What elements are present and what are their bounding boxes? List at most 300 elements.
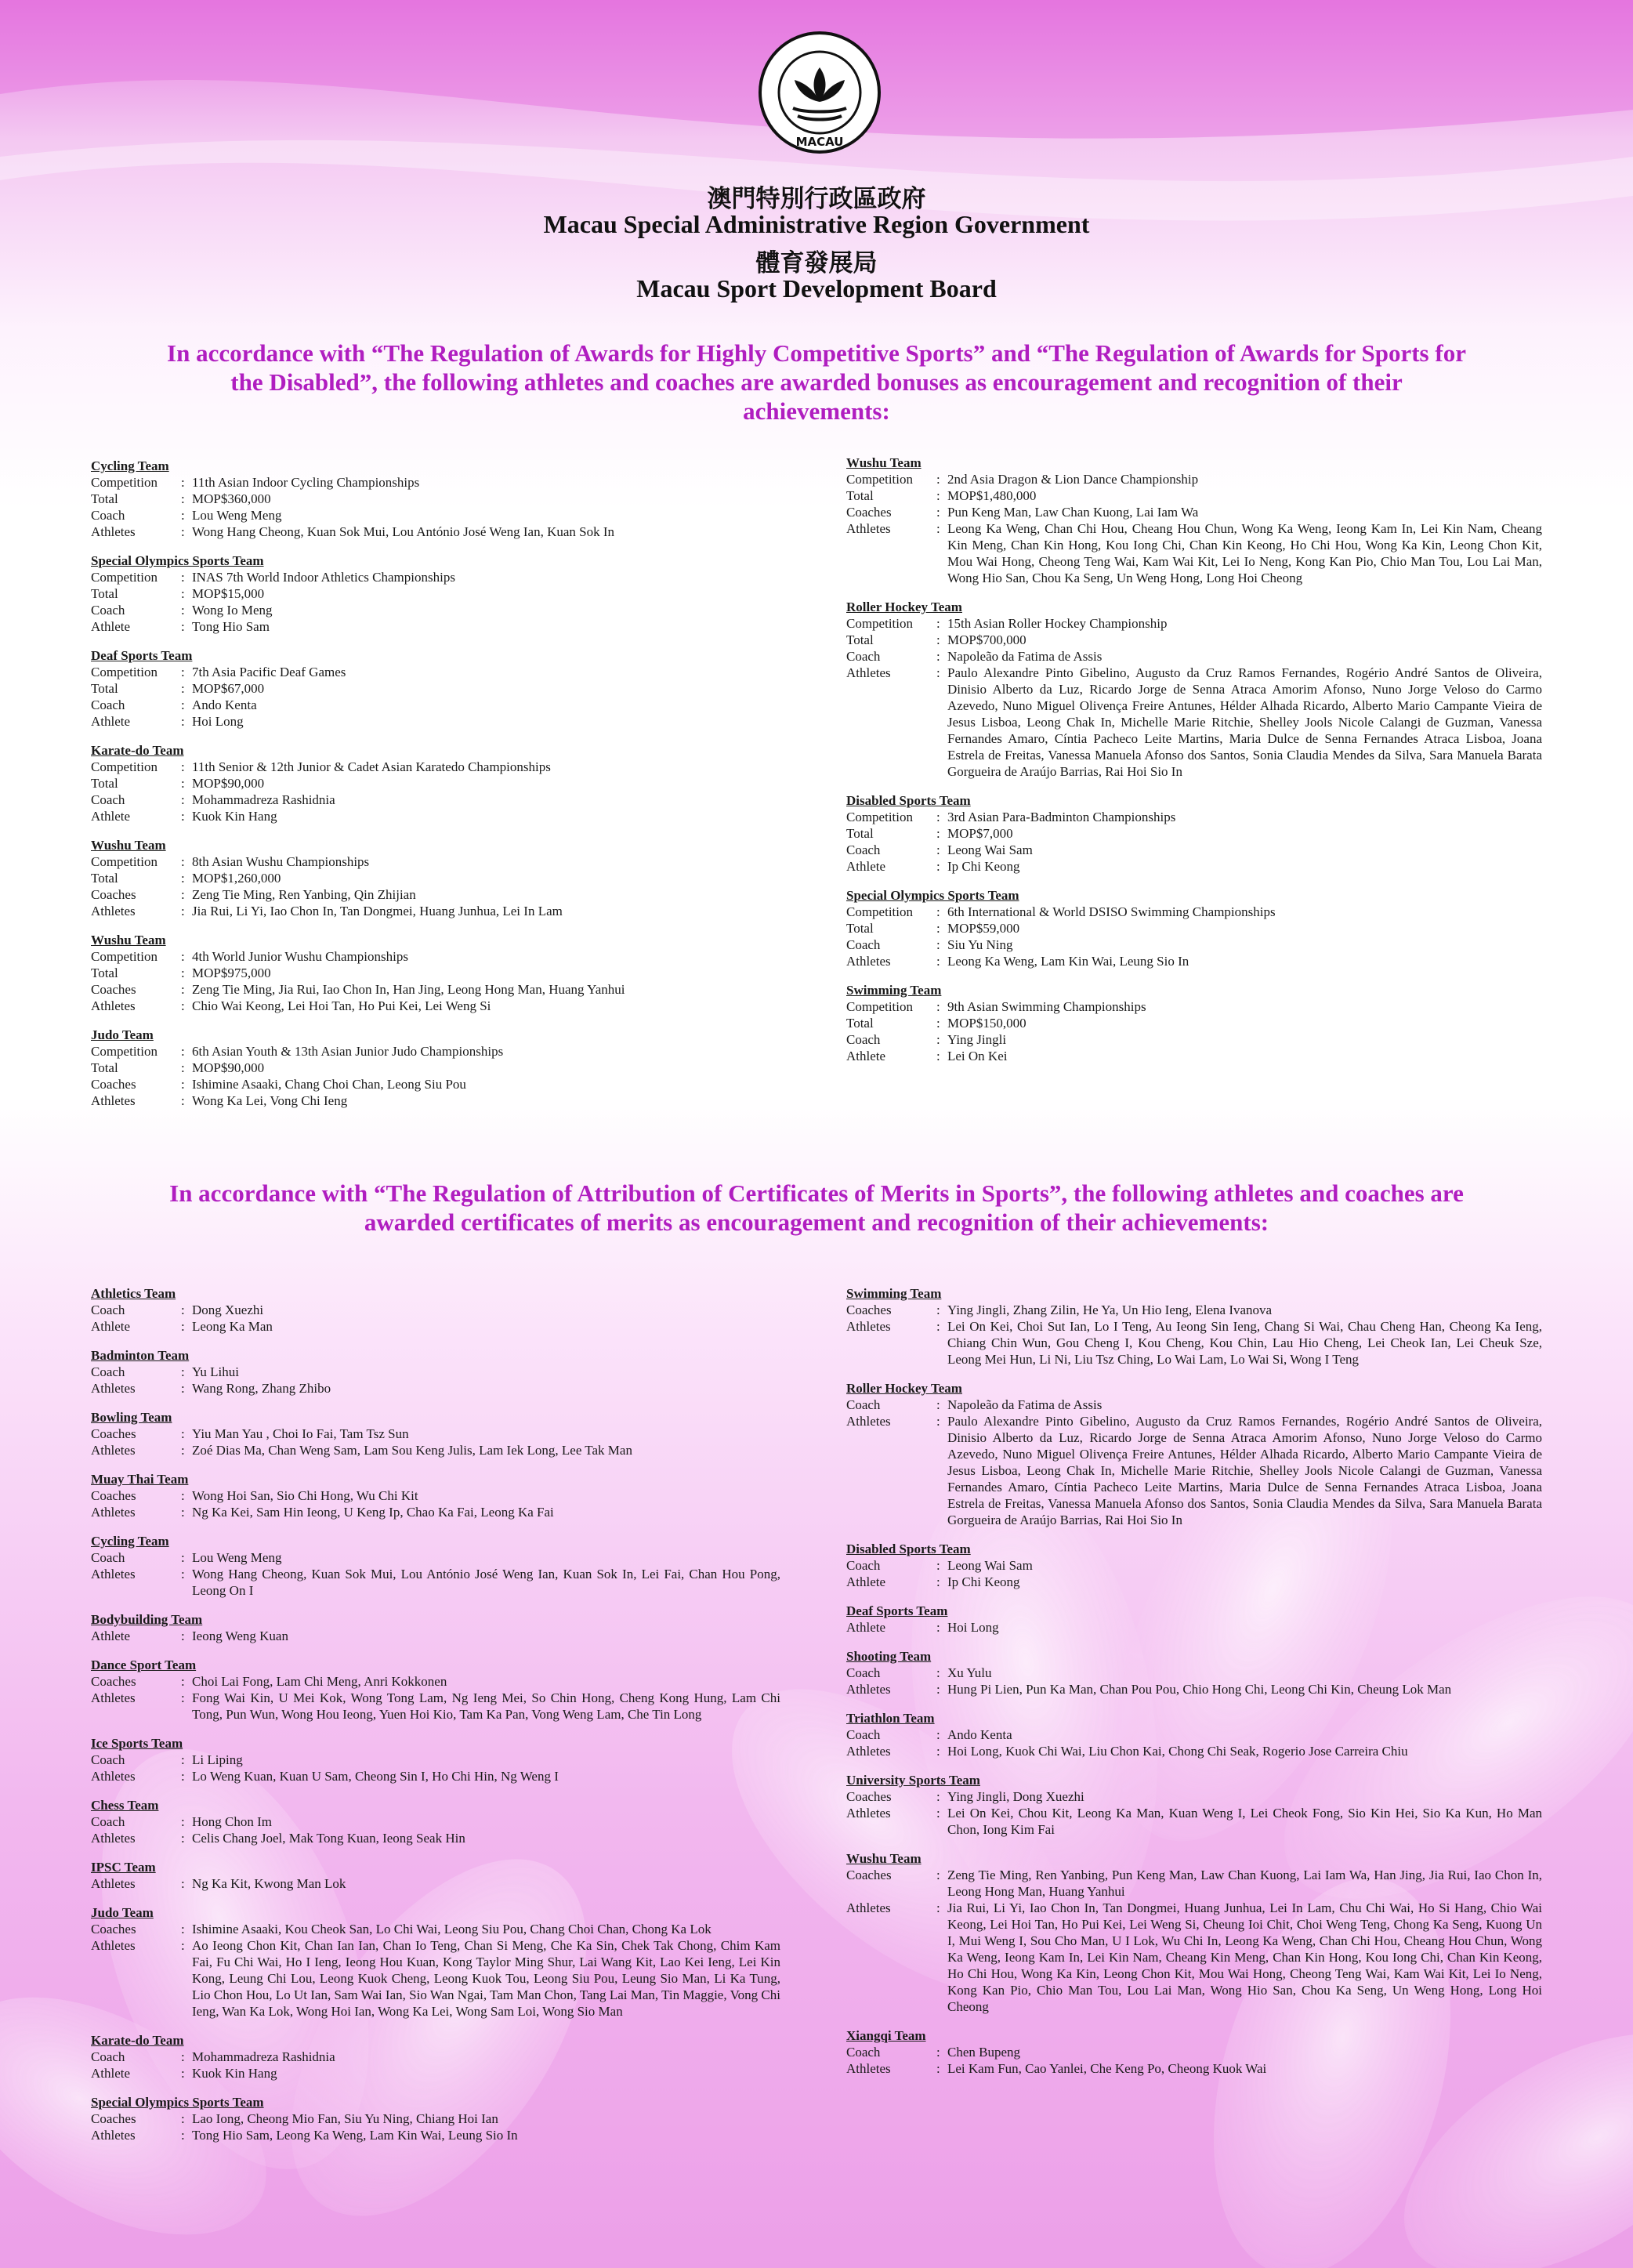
row-colon: : [936,616,940,631]
row-colon: : [936,2061,940,2076]
team-row [846,471,1542,487]
team-row [91,1830,780,1846]
team-row [91,1628,780,1644]
row-colon: : [181,491,185,506]
team-name: Triathlon Team [846,1711,935,1726]
row-value: Wong Io Meng [192,603,273,618]
team-block [846,1541,1542,1590]
row-label: Athletes [846,665,891,680]
section1-intro: In accordance with “The Regulation of Awards for Highly Competitive Sports” and “The Regulation of Awards for Sports for the Disabled”, the following athletes and coaches are awarded bonuses as encouragement and recognition of their achievements: [167,339,1466,425]
row-colon: : [936,649,940,664]
row-label: Coach [846,1032,881,1047]
row-colon: : [936,521,940,536]
row-label: Athletes [846,1900,891,1915]
team-row [91,507,780,524]
team-block [91,932,780,1014]
team-row [91,1690,780,1723]
team-block [846,1603,1542,1636]
row-label: Coach [846,2045,881,2060]
row-label: Total [91,491,118,506]
row-colon: : [181,1060,185,1075]
team-name: Ice Sports Team [91,1736,183,1751]
team-block [846,1648,1542,1697]
row-label: Coach [91,697,125,712]
row-colon: : [936,810,940,824]
row-label: Coach [846,1665,881,1680]
team-row [91,585,780,602]
team-row [91,886,780,903]
team-block [91,458,780,540]
row-value: Lei On Kei [947,1049,1008,1063]
row-value: Xu Yulu [947,1665,992,1680]
row-value: Leong Ka Man [192,1319,273,1334]
team-row [91,1487,780,1504]
team-row [91,1442,780,1458]
row-value: 11th Senior & 12th Junior & Cadet Asian Karatedo Championships [192,759,551,774]
row-value: 15th Asian Roller Hockey Championship [947,616,1168,631]
team-row [91,775,780,792]
row-label: Athlete [91,714,131,729]
row-value: Ip Chi Keong [947,1574,1020,1589]
team-row [846,953,1542,969]
row-label: Total [846,826,874,841]
team-row [91,1043,780,1060]
row-label: Athletes [91,1443,136,1458]
row-colon: : [181,1876,185,1891]
row-colon: : [181,1752,185,1767]
team-block [91,1657,780,1723]
board-title-en: Macau Sport Development Board [636,274,997,303]
team-block [846,455,1542,586]
team-row [91,474,780,491]
row-colon: : [181,665,185,679]
row-label: Athletes [846,521,891,536]
team-name: Karate-do Team [91,2033,184,2048]
row-label: Competition [846,616,913,631]
row-value: Tong Hio Sam, Leong Ka Weng, Lam Kin Wai, Leung Sio In [192,2128,518,2143]
row-value: Yiu Man Yau , Choi Io Fai, Tam Tsz Sun [192,1426,409,1441]
team-row [91,602,780,618]
row-colon: : [181,2066,185,2081]
row-label: Competition [91,854,158,869]
team-row [846,665,1542,780]
row-value: Celis Chang Joel, Mak Tong Kuan, Ieong Seak Hin [192,1831,465,1846]
row-label: Competition [91,759,158,774]
team-row [91,1426,780,1442]
section2-left-column [91,1285,780,2156]
team-row [91,713,780,730]
team-block [846,1772,1542,1838]
team-row [91,1302,780,1318]
row-value: Lo Weng Kuan, Kuan U Sam, Cheong Sin I, Ho Chi Hin, Ng Weng I [192,1769,559,1784]
row-value: 2nd Asia Dragon & Lion Dance Championship [947,472,1199,487]
team-block [91,1735,780,1784]
row-value: Mohammadreza Rashidnia [192,792,335,807]
row-value: Chio Wai Keong, Lei Hoi Tan, Ho Pui Kei, Lei Weng Si [192,998,491,1013]
row-value: Ying Jingli, Dong Xuezhi [947,1789,1084,1804]
section2-intro: In accordance with “The Regulation of Attribution of Certificates of Merits in Sports”, the following athletes and coaches are awarded certificates of merits as encouragement and recognition of their achievements: [169,1179,1464,1236]
row-value: MOP$90,000 [192,776,265,791]
row-colon: : [181,966,185,980]
team-row [91,491,780,507]
row-value: 4th World Junior Wushu Championships [192,949,408,964]
team-row [846,937,1542,953]
team-block [91,1904,780,2020]
team-name: Deaf Sports Team [91,648,193,663]
row-colon: : [181,1093,185,1108]
row-label: Coaches [91,1488,136,1503]
team-row [91,1364,780,1380]
section2-right-column [846,1285,1542,2089]
row-value: 7th Asia Pacific Deaf Games [192,665,346,679]
row-label: Total [91,1060,118,1075]
row-colon: : [936,842,940,857]
row-colon: : [936,1397,940,1412]
row-label: Coaches [91,887,136,902]
row-value: MOP$975,000 [192,966,271,980]
row-label: Athletes [91,998,136,1013]
team-block [91,1027,780,1109]
team-row [91,524,780,540]
team-row [91,569,780,585]
row-colon: : [936,1414,940,1429]
row-label: Athlete [91,1319,131,1334]
row-colon: : [181,697,185,712]
team-block [846,1380,1542,1528]
row-colon: : [181,1831,185,1846]
team-row [91,759,780,775]
row-label: Coach [91,1814,125,1829]
team-name: IPSC Team [91,1860,156,1875]
row-value: MOP$1,480,000 [947,488,1037,503]
team-row [91,948,780,965]
row-value: MOP$59,000 [947,921,1020,936]
row-label: Athletes [91,524,136,539]
team-row [91,1549,780,1566]
row-value: Hung Pi Lien, Pun Ka Man, Chan Pou Pou, Chio Hong Chi, Leong Chi Kin, Cheung Lok Man [947,1682,1452,1697]
row-colon: : [181,871,185,886]
row-label: Athletes [846,1414,891,1429]
team-row [846,825,1542,842]
team-block [91,1409,780,1458]
row-label: Coach [846,1397,881,1412]
row-value: MOP$360,000 [192,491,271,506]
team-block [91,553,780,635]
row-value: 6th International & World DSISO Swimming Championships [947,904,1276,919]
row-label: Athlete [846,1049,886,1063]
row-label: Coach [91,1550,125,1565]
team-row [91,998,780,1014]
row-colon: : [181,2049,185,2064]
row-label: Athletes [91,1876,136,1891]
team-block [846,1285,1542,1368]
logo-text: MACAU [795,135,844,149]
row-colon: : [181,982,185,997]
team-row [846,858,1542,875]
row-value: Ishimine Asaaki, Kou Cheok San, Lo Chi Wai, Leong Siu Pou, Chang Choi Chan, Chong Ka Lok [192,1922,711,1936]
row-value: Ip Chi Keong [947,859,1020,874]
team-name: Wushu Team [91,933,166,947]
row-value: 6th Asian Youth & 13th Asian Junior Judo Championships [192,1044,504,1059]
team-name: Shooting Team [846,1649,932,1664]
row-value: Lei On Kei, Chou Kit, Leong Ka Man, Kuan Weng I, Lei Cheok Fong, Sio Kin Hei, Sio Ka Kun, Ho Man Chon, Iong Kim Fai [947,1806,1542,1837]
row-label: Coach [846,649,881,664]
row-colon: : [936,921,940,936]
team-row [91,1380,780,1397]
row-label: Coach [846,1727,881,1742]
team-row [846,1619,1542,1636]
team-block [91,1347,780,1397]
team-name: Judo Team [91,1905,154,1920]
row-value: Ng Ka Kit, Kwong Man Lok [192,1876,346,1891]
team-row [846,842,1542,858]
row-value: MOP$1,260,000 [192,871,281,886]
row-colon: : [936,1558,940,1573]
row-label: Competition [91,570,158,585]
row-value: Paulo Alexandre Pinto Gibelino, Augusto da Cruz Ramos Fernandes, Rogério André Santos de Oliveira, Dinisio Alberto da Luz, Ricardo Jorge de Senna Atraca Amorim Afonso, Nuno Jorge Veloso do Carmo Azevedo, Nuno Miguel Olivença Freire Antunes, Hélder Alhada Ricardo, Alberto Mario Campante Vieira de Jesus Lisboa, Leong Chak In, Michelle Marie Ritchie, Shelley Jools Nicole Calangi de Guzman, Vanessa Fernandes Amaro, Cíntia Pacheco Leite Martins, Maria Dulce de Senna Fernandes Atraca Lisboa, Joana Estrela de Freitas, Vanessa Manuela Afonso dos Santos, Sonia Claudia Mendes da Silva, Sara Manuela Barata Gorgueira de Araújo Barrias, Rai Hoi Sio In [947,665,1542,779]
row-label: Coaches [846,505,892,520]
row-colon: : [936,1665,940,1680]
team-row [846,904,1542,920]
row-label: Athletes [91,1567,136,1581]
row-label: Athletes [91,1505,136,1520]
team-block [91,1285,780,1335]
team-row [846,504,1542,520]
row-label: Total [91,776,118,791]
row-value: MOP$7,000 [947,826,1013,841]
row-value: Lei On Kei, Choi Sut Ian, Lo I Teng, Au Ieong Sin Ieng, Chang Si Wai, Chau Cheng Han, Cheong Ka Ieng, Chiang Chin Wun, Gou Cheng I, Kou Cheng, Kou Chin, Lau Hio Cheng, Lei Cheok Ian, Lei Cheuk Sze, Leong Mei Hun, Li Ni, Liu Tsz Ching, Lo Wai Lam, Lo Wai Si, Wong I Teng [947,1319,1542,1367]
row-colon: : [936,937,940,952]
team-name: Disabled Sports Team [846,793,971,808]
team-row [846,1574,1542,1590]
row-value: MOP$15,000 [192,586,265,601]
row-value: Napoleão da Fatima de Assis [947,649,1103,664]
row-value: Choi Lai Fong, Lam Chi Meng, Anri Kokkonen [192,1674,447,1689]
row-label: Athlete [846,1620,886,1635]
row-label: Athletes [91,1831,136,1846]
row-colon: : [181,1077,185,1092]
row-value: Leong Ka Weng, Chan Chi Hou, Cheang Hou Chun, Wong Ka Weng, Ieong Kam In, Lei Kin Nam, Cheang Kin Meng, Chan Kin Hong, Kou Iong Chi, Chan Kin Keong, Ho Chi Hou, Wong Ka Kin, Leong Chon Kit, Mou Wai Hong, Cheong Teng Wai, Kam Wai Kit, Lei Io Neng, Kong Kan Pio, Chio Man Tou, Lou Lai Man, Wong Hio San, Chou Ka Seng, Un Weng Hong, Long Hoi Cheong [947,521,1542,585]
row-value: Ao Ieong Chon Kit, Chan Ian Ian, Chan Io Teng, Chan Si Meng, Che Ka Sin, Chek Tak Chong, Chim Kam Fai, Fu Chi Wai, Ho I Ieng, Ieong Hou Kuan, Kong Taylor Ming Shur, Lai Wang Kit, Lao Kei Ieng, Lei Kin Kong, Leung Chi Lou, Leong Kuok Cheng, Leong Kuok Tou, Leong Siu Pou, Leung Sio Man, Li Ka Tung, Lio Chon Hou, Lo Ut Ian, Sam Wai Ian, Sio Wan Ngai, Tam Man Chon, Tang Lai Man, Tin Maggie, Vong Chi Ieng, Wan Ka Lok, Wong Hoi Ian, Wong Ka Lei, Wong Sam Loi, Wong Sio Man [192,1938,780,2019]
row-value: Li Liping [192,1752,243,1767]
row-label: Coach [91,603,125,618]
team-name: Judo Team [91,1027,154,1042]
team-row [91,1060,780,1076]
row-value: Ando Kenta [192,697,257,712]
row-colon: : [181,2128,185,2143]
row-colon: : [181,1567,185,1581]
team-row [91,618,780,635]
row-colon: : [936,859,940,874]
team-row [846,1867,1542,1900]
row-value: Ieong Weng Kuan [192,1629,288,1643]
row-colon: : [181,1674,185,1689]
team-row [846,1726,1542,1743]
row-label: Coaches [91,1426,136,1441]
row-label: Athletes [91,1769,136,1784]
row-label: Coach [91,792,125,807]
team-name: University Sports Team [846,1773,980,1788]
team-row [846,1557,1542,1574]
row-colon: : [181,619,185,634]
row-label: Athlete [846,1574,886,1589]
team-row [91,2110,780,2127]
team-name: Disabled Sports Team [846,1542,971,1556]
team-row [91,808,780,824]
team-row [846,615,1542,632]
row-label: Competition [846,904,913,919]
row-label: Coaches [846,1302,892,1317]
row-value: 3rd Asian Para-Badminton Championships [947,810,1176,824]
team-name: Badminton Team [91,1348,190,1363]
team-row [91,1504,780,1520]
team-row [91,1813,780,1830]
row-colon: : [181,1302,185,1317]
team-row [91,1752,780,1768]
team-row [846,1900,1542,2015]
section1-left-column [91,458,780,1121]
row-colon: : [936,954,940,969]
team-row [846,920,1542,937]
team-row [91,1768,780,1784]
row-value: Kuok Kin Hang [192,2066,277,2081]
row-label: Total [91,966,118,980]
row-colon: : [936,1868,940,1882]
row-colon: : [936,1789,940,1804]
row-label: Athletes [846,1744,891,1759]
team-block [846,792,1542,875]
team-name: Special Olympics Sports Team [91,553,264,568]
row-colon: : [181,1488,185,1503]
team-name: Wushu Team [91,838,166,853]
row-label: Athlete [91,619,131,634]
team-name: Wushu Team [846,1851,922,1866]
row-label: Coach [91,1752,125,1767]
team-row [91,1921,780,1937]
team-block [91,1471,780,1520]
row-colon: : [181,524,185,539]
team-name: Karate-do Team [91,743,184,758]
row-label: Coaches [91,1922,136,1936]
row-value: Leong Wai Sam [947,842,1033,857]
row-colon: : [181,714,185,729]
row-label: Athletes [846,954,891,969]
row-colon: : [936,1900,940,1915]
team-row [846,1805,1542,1838]
row-colon: : [181,1443,185,1458]
team-block [91,2094,780,2143]
row-colon: : [181,508,185,523]
row-value: Napoleão da Fatima de Assis [947,1397,1103,1412]
row-label: Coach [846,1558,881,1573]
row-colon: : [181,949,185,964]
row-value: 9th Asian Swimming Championships [947,999,1146,1014]
row-label: Athletes [91,1690,136,1705]
row-colon: : [181,570,185,585]
row-value: Ying Jingli, Zhang Zilin, He Ya, Un Hio Ieng, Elena Ivanova [947,1302,1273,1317]
team-name: Cycling Team [91,458,169,473]
team-row [846,487,1542,504]
macau-emblem-logo [757,30,882,155]
row-value: Wong Hang Cheong, Kuan Sok Mui, Lou António José Weng Ian, Kuan Sok In [192,524,615,539]
team-row [846,1015,1542,1031]
row-colon: : [181,2111,185,2126]
row-label: Athletes [91,1093,136,1108]
row-value: Lei Kam Fun, Cao Yanlei, Che Keng Po, Cheong Kuok Wai [947,2061,1267,2076]
row-colon: : [181,998,185,1013]
team-row [91,1566,780,1599]
team-name: Swimming Team [846,983,942,998]
team-block [91,2032,780,2081]
row-colon: : [181,887,185,902]
row-value: Zeng Tie Ming, Ren Yanbing, Pun Keng Man, Law Chan Kuong, Lai Iam Wa, Han Jing, Jia Rui, Iao Chon In, Leong Hong Man, Huang Yanhui [947,1868,1542,1899]
row-colon: : [181,1044,185,1059]
row-colon: : [181,1922,185,1936]
row-label: Competition [846,472,913,487]
team-block [846,1710,1542,1759]
row-label: Coaches [91,2111,136,2126]
team-block [846,1850,1542,2015]
row-colon: : [181,1769,185,1784]
team-name: Dance Sport Team [91,1658,197,1672]
team-row [846,1031,1542,1048]
row-colon: : [936,1682,940,1697]
row-label: Total [846,488,874,503]
row-value: Wang Rong, Zhang Zhibo [192,1381,331,1396]
row-label: Athlete [91,1629,131,1643]
row-label: Coach [91,1364,125,1379]
team-row [91,1673,780,1690]
row-colon: : [181,854,185,869]
row-colon: : [181,1505,185,1520]
row-value: Wong Hoi San, Sio Chi Hong, Wu Chi Kit [192,1488,418,1503]
row-colon: : [181,1629,185,1643]
row-label: Total [91,586,118,601]
row-label: Total [846,1016,874,1031]
row-label: Coach [91,2049,125,2064]
row-colon: : [936,665,940,680]
row-label: Athletes [91,1381,136,1396]
team-row [91,870,780,886]
row-value: Lou Weng Meng [192,1550,282,1565]
team-block [91,647,780,730]
row-label: Total [91,681,118,696]
team-name: Bodybuilding Team [91,1612,203,1627]
row-value: Siu Yu Ning [947,937,1013,952]
row-colon: : [936,999,940,1014]
row-value: 8th Asian Wushu Championships [192,854,370,869]
row-value: Zeng Tie Ming, Ren Yanbing, Qin Zhijian [192,887,416,902]
row-value: Ishimine Asaaki, Chang Choi Chan, Leong Siu Pou [192,1077,466,1092]
row-label: Athletes [846,1682,891,1697]
team-row [846,648,1542,665]
row-value: Fong Wai Kin, U Mei Kok, Wong Tong Lam, Ng Ieng Mei, So Chin Hong, Cheng Kong Hung, Lam Chi Tong, Pun Wun, Wong Hou Ieong, Yuen Hoi Kio, Tam Ka Pan, Vong Weng Lam, Che Tin Long [192,1690,780,1722]
team-name: Special Olympics Sports Team [846,888,1019,903]
row-label: Athlete [91,809,131,824]
row-value: Hoi Long, Kuok Chi Wai, Liu Chon Kai, Chong Chi Seak, Rogerio Jose Carreira Chiu [947,1744,1408,1759]
row-value: Chen Bupeng [947,2045,1021,2060]
team-name: Athletics Team [91,1286,176,1301]
row-label: Competition [91,665,158,679]
team-row [91,664,780,680]
row-value: Leong Wai Sam [947,1558,1033,1573]
team-row [846,1397,1542,1413]
row-colon: : [181,1938,185,1953]
row-value: Zoé Dias Ma, Chan Weng Sam, Lam Sou Keng Julis, Lam Iek Long, Lee Tak Man [192,1443,632,1458]
team-row [91,1937,780,2020]
row-colon: : [181,809,185,824]
row-colon: : [181,1364,185,1379]
